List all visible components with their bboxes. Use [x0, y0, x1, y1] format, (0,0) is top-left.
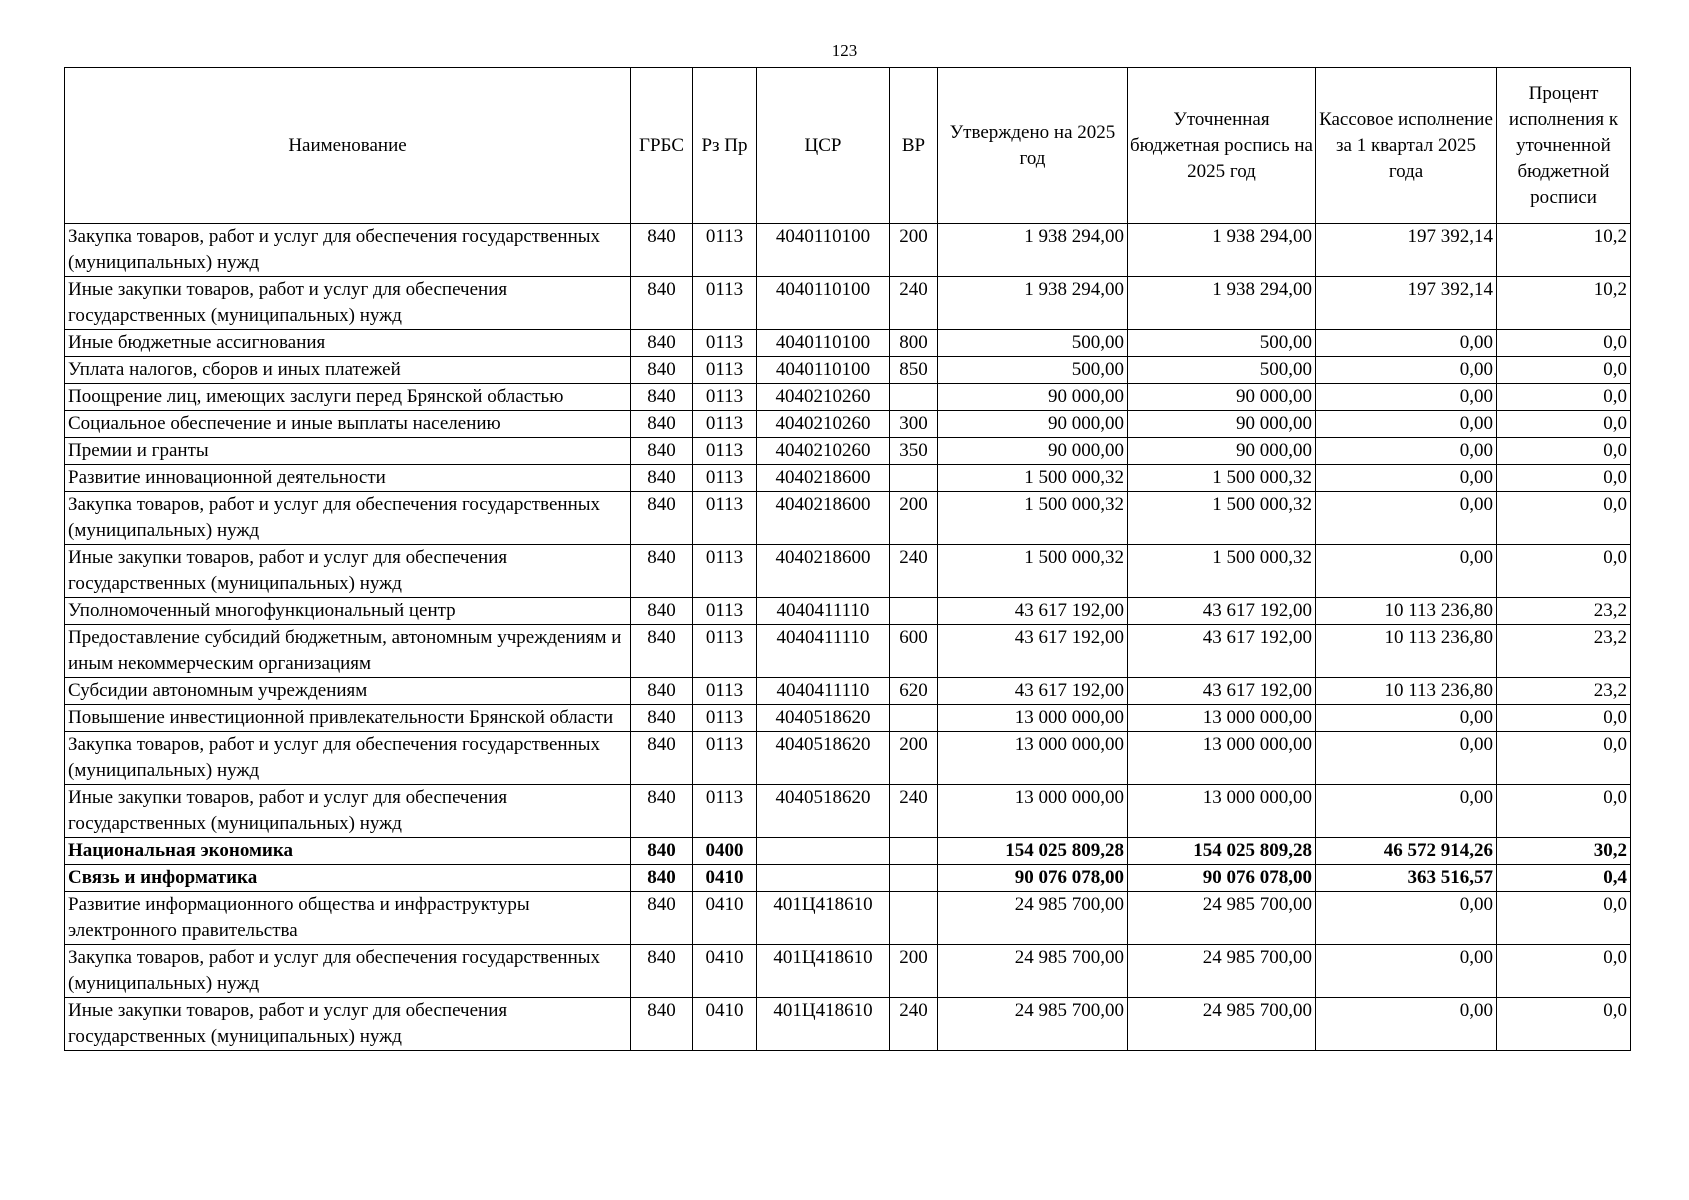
cell-cash: 0,00	[1316, 411, 1497, 438]
cell-name: Иные закупки товаров, работ и услуг для обеспечения государственных (муниципальных) нужд	[65, 998, 631, 1051]
cell-name: Повышение инвестиционной привлекательности Брянской области	[65, 705, 631, 732]
cell-rzpr: 0113	[693, 678, 757, 705]
cell-percent: 0,0	[1497, 732, 1631, 785]
cell-csr: 4040210260	[757, 411, 890, 438]
cell-approved: 43 617 192,00	[938, 625, 1128, 678]
cell-grbs: 840	[631, 678, 693, 705]
cell-csr: 4040210260	[757, 384, 890, 411]
cell-csr: 4040218600	[757, 492, 890, 545]
cell-vr: 620	[890, 678, 938, 705]
cell-rzpr: 0113	[693, 465, 757, 492]
cell-percent: 23,2	[1497, 678, 1631, 705]
table-row	[65, 224, 1631, 277]
table-row	[65, 598, 1631, 625]
table-row	[65, 277, 1631, 330]
table-row	[65, 838, 1631, 865]
cell-percent: 23,2	[1497, 598, 1631, 625]
cell-percent: 0,0	[1497, 785, 1631, 838]
cell-csr: 4040110100	[757, 357, 890, 384]
cell-cash: 10 113 236,80	[1316, 625, 1497, 678]
cell-grbs: 840	[631, 357, 693, 384]
cell-refined: 1 500 000,32	[1128, 545, 1316, 598]
cell-csr: 4040411110	[757, 625, 890, 678]
cell-refined: 24 985 700,00	[1128, 892, 1316, 945]
cell-csr: 4040210260	[757, 438, 890, 465]
cell-rzpr: 0113	[693, 598, 757, 625]
cell-cash: 0,00	[1316, 705, 1497, 732]
cell-csr: 401Ц418610	[757, 998, 890, 1051]
cell-name: Развитие инновационной деятельности	[65, 465, 631, 492]
cell-percent: 0,0	[1497, 411, 1631, 438]
cell-vr: 350	[890, 438, 938, 465]
cell-csr: 4040218600	[757, 545, 890, 598]
cell-rzpr: 0410	[693, 865, 757, 892]
header-approved: Утверждено на 2025 год	[938, 68, 1128, 224]
table-row	[65, 465, 1631, 492]
cell-cash: 10 113 236,80	[1316, 678, 1497, 705]
cell-grbs: 840	[631, 892, 693, 945]
cell-grbs: 840	[631, 705, 693, 732]
cell-vr: 200	[890, 492, 938, 545]
cell-name: Уплата налогов, сборов и иных платежей	[65, 357, 631, 384]
cell-approved: 13 000 000,00	[938, 785, 1128, 838]
cell-refined: 13 000 000,00	[1128, 705, 1316, 732]
cell-cash: 0,00	[1316, 330, 1497, 357]
header-grbs: ГРБС	[631, 68, 693, 224]
cell-csr	[757, 865, 890, 892]
cell-rzpr: 0113	[693, 438, 757, 465]
cell-refined: 90 000,00	[1128, 411, 1316, 438]
cell-rzpr: 0410	[693, 892, 757, 945]
cell-name: Закупка товаров, работ и услуг для обеспечения государственных (муниципальных) нужд	[65, 945, 631, 998]
cell-approved: 90 000,00	[938, 438, 1128, 465]
cell-percent: 0,0	[1497, 945, 1631, 998]
cell-approved: 1 500 000,32	[938, 465, 1128, 492]
cell-rzpr: 0113	[693, 705, 757, 732]
cell-vr	[890, 865, 938, 892]
cell-refined: 1 500 000,32	[1128, 465, 1316, 492]
cell-approved: 43 617 192,00	[938, 678, 1128, 705]
cell-csr: 4040110100	[757, 277, 890, 330]
cell-vr	[890, 598, 938, 625]
cell-percent: 0,0	[1497, 384, 1631, 411]
cell-percent: 0,0	[1497, 892, 1631, 945]
cell-name: Премии и гранты	[65, 438, 631, 465]
cell-rzpr: 0113	[693, 277, 757, 330]
cell-csr: 4040518620	[757, 705, 890, 732]
header-percent: Процент исполнения к уточненной бюджетной росписи	[1497, 68, 1631, 224]
cell-refined: 90 076 078,00	[1128, 865, 1316, 892]
cell-vr: 240	[890, 545, 938, 598]
cell-name: Уполномоченный многофункциональный центр	[65, 598, 631, 625]
cell-refined: 154 025 809,28	[1128, 838, 1316, 865]
cell-vr: 200	[890, 945, 938, 998]
cell-refined: 13 000 000,00	[1128, 732, 1316, 785]
header-cash: Кассовое исполнение за 1 квартал 2025 года	[1316, 68, 1497, 224]
cell-grbs: 840	[631, 277, 693, 330]
cell-percent: 0,0	[1497, 465, 1631, 492]
cell-cash: 0,00	[1316, 945, 1497, 998]
table-row	[65, 357, 1631, 384]
table-row	[65, 545, 1631, 598]
table-row	[65, 438, 1631, 465]
cell-percent: 0,0	[1497, 330, 1631, 357]
cell-refined: 43 617 192,00	[1128, 598, 1316, 625]
cell-rzpr: 0113	[693, 625, 757, 678]
cell-cash: 197 392,14	[1316, 224, 1497, 277]
table-row	[65, 625, 1631, 678]
cell-approved: 24 985 700,00	[938, 998, 1128, 1051]
header-vr: ВР	[890, 68, 938, 224]
cell-vr: 200	[890, 224, 938, 277]
table-row	[65, 865, 1631, 892]
cell-csr: 4040518620	[757, 785, 890, 838]
cell-name: Национальная экономика	[65, 838, 631, 865]
cell-rzpr: 0113	[693, 330, 757, 357]
header-row	[65, 68, 1631, 224]
cell-vr	[890, 384, 938, 411]
cell-rzpr: 0410	[693, 945, 757, 998]
cell-approved: 24 985 700,00	[938, 945, 1128, 998]
cell-percent: 0,0	[1497, 998, 1631, 1051]
cell-percent: 23,2	[1497, 625, 1631, 678]
cell-name: Предоставление субсидий бюджетным, автономным учреждениям и иным некоммерческим организациям	[65, 625, 631, 678]
cell-vr	[890, 892, 938, 945]
table-row	[65, 945, 1631, 998]
cell-cash: 46 572 914,26	[1316, 838, 1497, 865]
cell-vr	[890, 838, 938, 865]
table-row	[65, 384, 1631, 411]
cell-approved: 90 076 078,00	[938, 865, 1128, 892]
cell-grbs: 840	[631, 998, 693, 1051]
cell-cash: 0,00	[1316, 732, 1497, 785]
cell-csr: 401Ц418610	[757, 945, 890, 998]
cell-grbs: 840	[631, 545, 693, 598]
cell-percent: 0,0	[1497, 492, 1631, 545]
cell-grbs: 840	[631, 785, 693, 838]
cell-rzpr: 0113	[693, 732, 757, 785]
cell-cash: 0,00	[1316, 438, 1497, 465]
cell-vr: 600	[890, 625, 938, 678]
cell-refined: 43 617 192,00	[1128, 625, 1316, 678]
table-row	[65, 330, 1631, 357]
cell-refined: 90 000,00	[1128, 438, 1316, 465]
cell-name: Субсидии автономным учреждениям	[65, 678, 631, 705]
cell-approved: 1 500 000,32	[938, 545, 1128, 598]
cell-vr	[890, 465, 938, 492]
cell-csr: 4040110100	[757, 330, 890, 357]
cell-grbs: 840	[631, 492, 693, 545]
cell-refined: 13 000 000,00	[1128, 785, 1316, 838]
cell-percent: 0,0	[1497, 438, 1631, 465]
cell-refined: 1 500 000,32	[1128, 492, 1316, 545]
cell-rzpr: 0113	[693, 411, 757, 438]
cell-approved: 43 617 192,00	[938, 598, 1128, 625]
cell-grbs: 840	[631, 865, 693, 892]
cell-refined: 1 938 294,00	[1128, 224, 1316, 277]
cell-vr: 240	[890, 998, 938, 1051]
cell-vr: 240	[890, 785, 938, 838]
cell-csr: 4040518620	[757, 732, 890, 785]
budget-table	[64, 67, 1631, 1051]
cell-csr: 4040411110	[757, 678, 890, 705]
cell-csr: 4040411110	[757, 598, 890, 625]
table-row	[65, 492, 1631, 545]
cell-percent: 10,2	[1497, 224, 1631, 277]
cell-name: Иные закупки товаров, работ и услуг для обеспечения государственных (муниципальных) нужд	[65, 785, 631, 838]
table-row	[65, 411, 1631, 438]
table-row	[65, 892, 1631, 945]
table-row	[65, 998, 1631, 1051]
cell-csr: 401Ц418610	[757, 892, 890, 945]
cell-cash: 0,00	[1316, 892, 1497, 945]
cell-grbs: 840	[631, 224, 693, 277]
cell-vr	[890, 705, 938, 732]
cell-grbs: 840	[631, 411, 693, 438]
cell-approved: 90 000,00	[938, 384, 1128, 411]
cell-grbs: 840	[631, 945, 693, 998]
cell-approved: 13 000 000,00	[938, 705, 1128, 732]
cell-rzpr: 0113	[693, 492, 757, 545]
cell-refined: 43 617 192,00	[1128, 678, 1316, 705]
cell-rzpr: 0113	[693, 384, 757, 411]
cell-cash: 0,00	[1316, 785, 1497, 838]
cell-rzpr: 0113	[693, 785, 757, 838]
cell-name: Социальное обеспечение и иные выплаты населению	[65, 411, 631, 438]
cell-cash: 0,00	[1316, 492, 1497, 545]
cell-grbs: 840	[631, 598, 693, 625]
cell-approved: 500,00	[938, 330, 1128, 357]
cell-cash: 10 113 236,80	[1316, 598, 1497, 625]
cell-name: Закупка товаров, работ и услуг для обеспечения государственных (муниципальных) нужд	[65, 224, 631, 277]
cell-grbs: 840	[631, 625, 693, 678]
cell-approved: 1 500 000,32	[938, 492, 1128, 545]
cell-percent: 30,2	[1497, 838, 1631, 865]
cell-approved: 90 000,00	[938, 411, 1128, 438]
cell-name: Закупка товаров, работ и услуг для обеспечения государственных (муниципальных) нужд	[65, 492, 631, 545]
cell-approved: 154 025 809,28	[938, 838, 1128, 865]
cell-grbs: 840	[631, 732, 693, 785]
cell-vr: 240	[890, 277, 938, 330]
header-refined: Уточненная бюджетная роспись на 2025 год	[1128, 68, 1316, 224]
cell-approved: 500,00	[938, 357, 1128, 384]
table-body	[65, 224, 1631, 1051]
cell-name: Иные закупки товаров, работ и услуг для обеспечения государственных (муниципальных) нужд	[65, 545, 631, 598]
cell-name: Иные закупки товаров, работ и услуг для обеспечения государственных (муниципальных) нужд	[65, 277, 631, 330]
cell-refined: 1 938 294,00	[1128, 277, 1316, 330]
cell-rzpr: 0410	[693, 998, 757, 1051]
cell-refined: 500,00	[1128, 330, 1316, 357]
cell-name: Связь и информатика	[65, 865, 631, 892]
cell-csr	[757, 838, 890, 865]
cell-grbs: 840	[631, 438, 693, 465]
header-csr: ЦСР	[757, 68, 890, 224]
cell-percent: 0,0	[1497, 357, 1631, 384]
cell-cash: 0,00	[1316, 545, 1497, 598]
cell-name: Развитие информационного общества и инфраструктуры электронного правительства	[65, 892, 631, 945]
cell-percent: 0,0	[1497, 545, 1631, 598]
cell-grbs: 840	[631, 838, 693, 865]
page-number: 123	[831, 41, 858, 60]
cell-cash: 0,00	[1316, 998, 1497, 1051]
table-row	[65, 732, 1631, 785]
cell-rzpr: 0400	[693, 838, 757, 865]
cell-refined: 500,00	[1128, 357, 1316, 384]
cell-vr: 200	[890, 732, 938, 785]
cell-cash: 0,00	[1316, 465, 1497, 492]
cell-approved: 24 985 700,00	[938, 892, 1128, 945]
cell-percent: 0,0	[1497, 705, 1631, 732]
cell-refined: 24 985 700,00	[1128, 998, 1316, 1051]
cell-csr: 4040110100	[757, 224, 890, 277]
cell-name: Иные бюджетные ассигнования	[65, 330, 631, 357]
cell-cash: 197 392,14	[1316, 277, 1497, 330]
cell-refined: 24 985 700,00	[1128, 945, 1316, 998]
cell-vr: 800	[890, 330, 938, 357]
cell-grbs: 840	[631, 465, 693, 492]
cell-approved: 13 000 000,00	[938, 732, 1128, 785]
cell-rzpr: 0113	[693, 224, 757, 277]
cell-vr: 850	[890, 357, 938, 384]
cell-cash: 0,00	[1316, 357, 1497, 384]
table-row	[65, 705, 1631, 732]
header-name: Наименование	[65, 68, 631, 224]
table-row	[65, 785, 1631, 838]
cell-name: Закупка товаров, работ и услуг для обеспечения государственных (муниципальных) нужд	[65, 732, 631, 785]
cell-grbs: 840	[631, 330, 693, 357]
cell-refined: 90 000,00	[1128, 384, 1316, 411]
cell-approved: 1 938 294,00	[938, 224, 1128, 277]
cell-approved: 1 938 294,00	[938, 277, 1128, 330]
table-row	[65, 678, 1631, 705]
cell-rzpr: 0113	[693, 357, 757, 384]
cell-percent: 10,2	[1497, 277, 1631, 330]
cell-vr: 300	[890, 411, 938, 438]
cell-cash: 0,00	[1316, 384, 1497, 411]
cell-name: Поощрение лиц, имеющих заслуги перед Брянской областью	[65, 384, 631, 411]
cell-rzpr: 0113	[693, 545, 757, 598]
cell-grbs: 840	[631, 384, 693, 411]
table-header	[65, 68, 1631, 224]
cell-percent: 0,4	[1497, 865, 1631, 892]
cell-cash: 363 516,57	[1316, 865, 1497, 892]
header-rzpr: Рз Пр	[693, 68, 757, 224]
cell-csr: 4040218600	[757, 465, 890, 492]
